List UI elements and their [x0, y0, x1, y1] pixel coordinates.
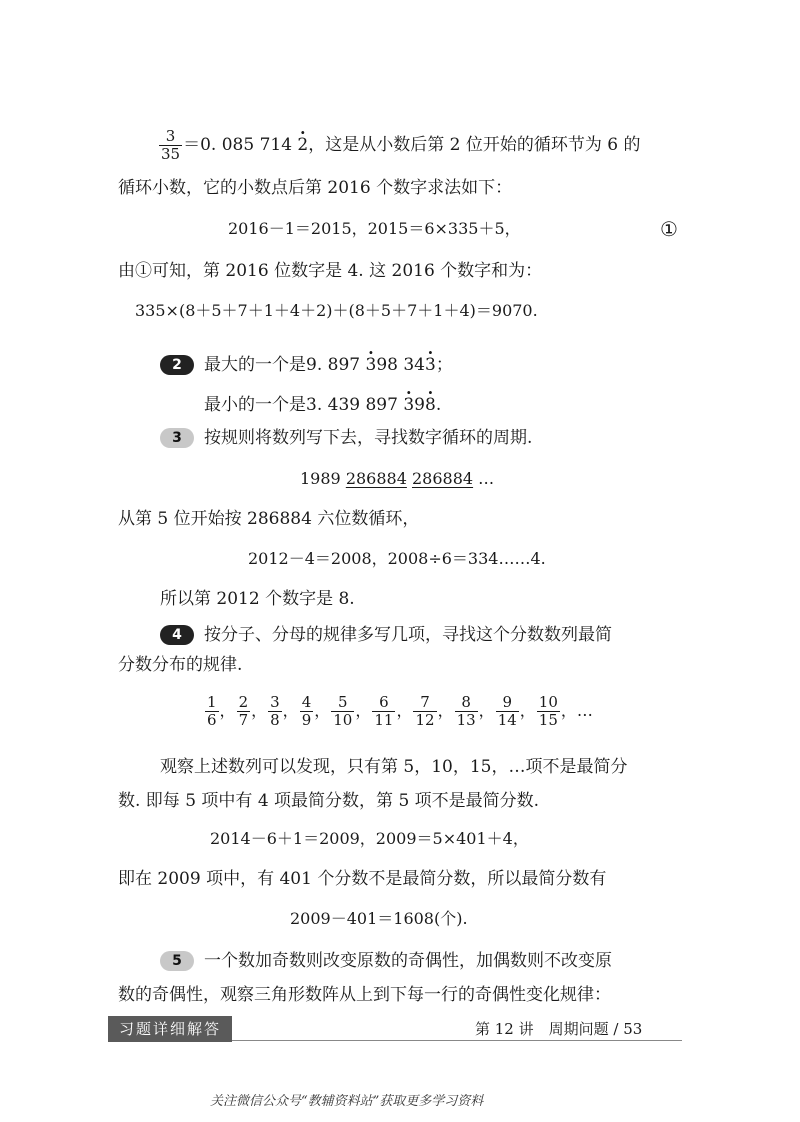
sol4-line5: 即在 2009 项中，有 401 个分数不是最简分数，所以最简分数有	[118, 869, 607, 889]
repeat-start-digit: · 3	[365, 355, 376, 375]
fraction-numerator: 1	[207, 693, 217, 711]
sol1-line1	[158, 128, 641, 163]
sol2-min: 最小的一个是3. 439 897 · 39· 8.	[204, 392, 441, 418]
separator: ，	[282, 701, 299, 720]
sequence-fraction	[496, 694, 519, 729]
sequence-fraction	[300, 694, 314, 729]
fraction-numerator: 3	[270, 693, 280, 711]
fraction-numerator: 10	[538, 693, 558, 711]
fraction-denominator: 11	[374, 711, 394, 729]
separator: ，	[437, 701, 454, 720]
fraction-numerator: 8	[461, 693, 471, 711]
repeat-start-digit: · 3	[403, 395, 414, 415]
repeat-end-digit: · 3	[425, 355, 436, 375]
watermark-text: 关注微信公众号“教辅资料站”获取更多学习资料	[210, 1094, 484, 1109]
fraction-numerator: 9	[502, 693, 512, 711]
sequence-fraction	[537, 694, 560, 729]
fraction-denominator: 7	[238, 711, 249, 729]
sequence-fraction	[237, 694, 251, 729]
sol5-line2: 数的奇偶性，观察三角形数阵从上到下每一行的奇偶性变化规律：	[118, 985, 611, 1005]
separator: ，	[478, 701, 495, 720]
fraction-denominator: 8	[270, 711, 280, 729]
footer-section-label: 习题详细解答	[108, 1016, 232, 1042]
sequence-fraction	[372, 694, 395, 729]
separator: ，	[355, 701, 372, 720]
separator: ，	[314, 701, 331, 720]
badge-2: 2	[160, 355, 194, 375]
sol4-equation2: 2009－401＝1608(个).	[290, 909, 468, 928]
sol3-line2: 从第 5 位开始按 286884 六位数循环，	[118, 509, 420, 529]
sol3-line1: 按规则将数列写下去，寻找数字循环的周期.	[204, 428, 533, 448]
separator: ，	[560, 701, 577, 720]
sequence-fraction	[455, 694, 478, 729]
sol1-line4: 由①可知，第 2016 位数字是 4. 这 2016 个数字和为：	[118, 261, 543, 281]
sol1-equation1: 2016－1＝2015，2015＝6×335＋5，	[228, 219, 521, 238]
sol5-line1: 一个数加奇数则改变原数的奇偶性，加偶数则不改变原	[204, 951, 612, 971]
sol4-line1: 按分子、分母的规律多写几项，寻找这个分数数列最简	[204, 625, 612, 645]
fraction-numerator: 7	[420, 693, 430, 711]
sol3-sequence: 1989 286884 286884 …	[300, 469, 495, 488]
fraction-numerator: 6	[379, 693, 389, 711]
fraction-numerator: 3	[165, 127, 176, 145]
separator: ，	[396, 701, 413, 720]
sol4-line3: 观察上述数列可以发现，只有第 5，10，15，…项不是最简分	[160, 757, 628, 777]
ellipsis: …	[576, 701, 593, 720]
fraction-3-35	[159, 128, 182, 163]
sol3-equation: 2012－4＝2008，2008÷6＝334……4.	[248, 549, 546, 568]
sequence-fraction	[413, 694, 436, 729]
sol4-line4: 数. 即每 5 项中有 4 项最简分数，第 5 项不是最简分数.	[118, 791, 540, 811]
sol3-line3: 所以第 2012 个数字是 8.	[160, 589, 355, 609]
fraction-numerator: 2	[238, 693, 249, 711]
fraction-denominator: 10	[333, 711, 353, 729]
cycle-underline: 286884	[345, 469, 407, 488]
separator: ，	[519, 701, 536, 720]
page-number: 53	[623, 1020, 643, 1038]
cycle-underline: 286884	[411, 469, 474, 488]
sol1-text: ，这是从小数后第 2 位开始的循环节为 6 的	[308, 135, 641, 155]
fraction-denominator: 35	[161, 145, 181, 163]
decimal-expansion: ＝0. 085 714	[183, 135, 298, 155]
badge-3: 3	[160, 428, 194, 448]
sol2-max: 最大的一个是9. 897 · 398 34· 3；	[204, 352, 453, 378]
separator: ，	[251, 701, 268, 720]
separator: ，	[219, 701, 236, 720]
fraction-denominator: 6	[207, 711, 217, 729]
badge-5: 5	[160, 951, 194, 971]
equation-marker: ①	[660, 217, 678, 241]
repeating-digit: · 2	[297, 135, 308, 155]
fraction-numerator: 5	[338, 693, 348, 711]
fraction-denominator: 12	[415, 711, 435, 729]
sol1-line2: 循环小数，它的小数点后第 2016 个数字求法如下：	[118, 178, 513, 198]
fraction-denominator: 13	[456, 711, 476, 729]
sequence-fraction	[331, 694, 354, 729]
fraction-denominator: 15	[538, 711, 558, 729]
fraction-denominator: 9	[301, 711, 312, 729]
fraction-sequence	[204, 694, 593, 729]
sol4-line2: 分数分布的规律.	[118, 655, 243, 675]
sol4-equation1: 2014－6＋1＝2009，2009＝5×401＋4，	[210, 829, 529, 848]
chapter-title: 第 12 讲 周期问题	[475, 1020, 609, 1038]
sequence-fraction	[205, 694, 219, 729]
footer-page-info: 第 12 讲 周期问题 / 53	[475, 1020, 643, 1038]
sol1-equation2: 335×(8＋5＋7＋1＋4＋2)＋(8＋5＋7＋1＋4)＝9070.	[135, 301, 538, 320]
repeat-end-digit: · 8	[425, 395, 436, 415]
fraction-denominator: 14	[497, 711, 517, 729]
badge-4: 4	[160, 625, 194, 645]
sequence-fraction	[268, 694, 282, 729]
fraction-numerator: 4	[301, 693, 312, 711]
